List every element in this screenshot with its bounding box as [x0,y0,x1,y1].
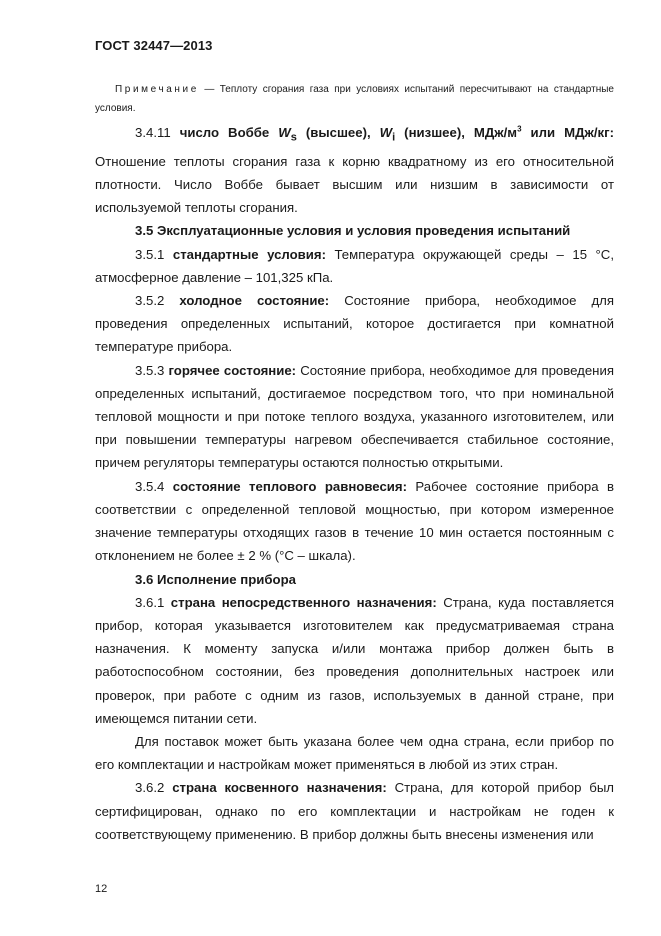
clause-number: 3.5.2 [135,293,165,309]
clause-3-5-1 [95,243,614,289]
clause-3-4-11 [95,121,614,219]
clause-number: 3.5.1 [135,246,165,262]
page-content [95,80,614,846]
note-label: Примечание [115,84,199,95]
clause-number: 3.5.3 [135,362,165,378]
note-paragraph [95,80,614,118]
note-text: — Теплоту сгорания газа при условиях испытаний пересчитывают на стандартные условия. [95,84,614,114]
clause-text: Страна, для которой прибор был сертифицирован, однако по его комплектации и настройкам не годен к соответствующему применению. В прибор должны быть внесены изменения или [95,780,614,842]
clause-3-6-1-extra: Для поставок может быть указана более чем одна страна, если прибор по его комплектации и настройкам может применяться в любой из этих стран. [95,733,614,773]
page-number: 12 [95,883,108,895]
clause-term: страна непосредственного назначения: [170,594,437,610]
clause-term: страна косвенного назначения: [172,780,387,796]
clause-text: Температура окружающей среды – 15 °С, атмосферное давление – 101,325 кПа. [95,246,614,285]
clause-number: 3.4.11 [135,125,171,140]
clause-term: холодное состояние: [179,293,330,309]
clause-number: 3.5.4 [135,478,165,494]
clause-text: Страна, куда поставляется прибор, которая указывается изготовителем как предусматриваемая страна назначения. К моменту запуска и/или монтажа прибор должен быть в работоспособном состоянии, без проведения дополнительных настроек или проверок, при работе с одним из газов, используемых в данной стране, при имеющемся питании сети. [95,594,615,726]
clause-text: Состояние прибора, необходимое для проведения определенных испытаний, которое достигается при комнатной температуре прибора. [95,293,614,355]
clause-number: 3.6.1 [135,594,165,610]
document-header: ГОСТ 32447—2013 [95,38,213,53]
clause-term: состояние теплового равновесия: [172,478,407,494]
clause-3-5-2 [95,289,614,359]
clause-3-5-4 [95,475,614,568]
clause-3-6-1 [95,591,614,730]
clause-number: 3.6.2 [135,780,165,796]
section-heading-3-5: 3.5 Эксплуатационные условия и условия проведения испытаний [135,223,571,239]
clause-term: число Воббе $W_s$ (высшее), $W_i$ (низшее), МДж/$м^3$ или МДж/кг: [179,124,614,144]
section-heading-3-6: 3.6 Исполнение прибора [135,571,296,587]
clause-3-6-2 [95,776,614,846]
clause-text: Отношение теплоты сгорания газа к корню квадратному из его относительной плотности. Число Воббе бывает высшим или низшим в зависимости от используемой теплоты сгорания. [95,153,614,216]
clause-term: стандартные условия: [172,246,326,262]
clause-text: Состояние прибора, необходимое для проведения определенных испытаний, достигаемое посредством того, что при номинальной тепловой мощности и при потоке теплого воздуха, указанного изготовителем, или при повышении температуры нагревом обеспечивается стабильное состояние, причем регуляторы температуры остаются полностью открытыми. [95,362,614,471]
clause-text: Рабочее состояние прибора в соответствии с определенной тепловой мощностью, при котором измеренное значение температуры отходящих газов в течение 10 мин остается постоянным с отклонением не более ± 2 % (°С – шкала). [95,478,614,564]
clause-3-5-3 [95,359,614,475]
clause-term: горячее состояние: [168,362,297,378]
